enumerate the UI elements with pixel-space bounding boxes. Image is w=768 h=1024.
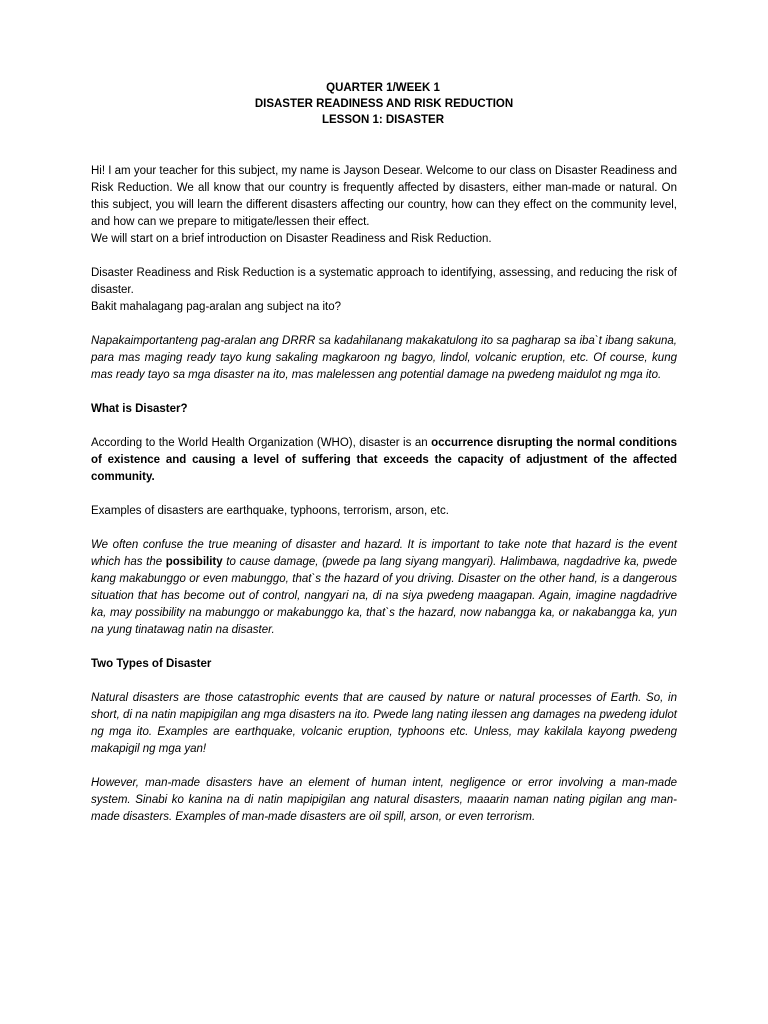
what-is-disaster-heading: What is Disaster? [91,403,188,415]
intro-followup-line: We will start on a brief introduction on Disaster Readiness and Risk Reduction. [91,233,492,245]
document-body [91,163,677,826]
hazard-paragraph [91,537,677,639]
definition-paragraph: Disaster Readiness and Risk Reduction is a systematic approach to identifying, assessing, and reducing the risk of disaster. [91,267,677,296]
spacer [91,758,677,775]
importance-paragraph: Napakaimportanteng pag-aralan ang DRRR sa kadahilanang makakatulong ito sa pagharap sa iba`t ibang sakuna, para mas maging ready tayo kung sakaling magkaroon ng bagyo, lindol, volcanic eruption, etc. Of course, kung mas ready tayo sa mga disaster na ito, mas malelessen ang potential damage na pwedeng maidulot ng mga ito. [91,335,677,381]
lesson-title: LESSON 1: DISASTER [321,114,445,126]
subject-title: DISASTER READINESS AND RISK REDUCTION [254,98,514,110]
who-definition-text: According to the World Health Organization (WHO), disaster is an [91,437,432,449]
two-types-heading: Two Types of Disaster [91,658,212,670]
spacer [91,520,677,537]
importance-question: Bakit mahalagang pag-aralan ang subject na ito? [91,301,341,313]
man-made-disasters-paragraph: However, man-made disasters have an element of human intent, negligence or error involving a man-made system. Sinabi ko kanina na di natin mapipigilan ang natural disasters, maaarin naman nating pigilan ang man-made disasters. Examples of man-made disasters are oil spill, arson, or even terrorism. [91,777,677,823]
spacer [91,248,677,265]
spacer [91,673,677,690]
intro-paragraph: Hi! I am your teacher for this subject, my name is Jayson Desear. Welcome to our class on Disaster Readiness and Risk Reduction. We all know that our country is frequently affected by disasters, either man-made or natural. On this subject, you will learn the different disasters affecting our country, how can they effect on the community level, and how can we prepare to mitigate/lessen their effect. [91,165,677,228]
spacer [91,418,677,435]
natural-disasters-paragraph: Natural disasters are those catastrophic events that are caused by nature or natural processes of Earth. So, in short, di na natin mapipigilan ang mga disasters na ito. Pwede lang nating ilessen ang damages na pwedeng idulot ng mga ito. Examples are earthquake, volcanic eruption, typhoons etc. Unless, may kakilala kayong pwedeng makapigil ng mga yan! [91,692,677,755]
disaster-examples: Examples of disasters are earthquake, typhoons, terrorism, arson, etc. [91,505,449,517]
quarter-week-title: QUARTER 1/WEEK 1 [326,82,440,94]
spacer [91,384,677,401]
hazard-text-end: to cause damage, (pwede pa lang siyang mangyari). Halimbawa, nagdadrive ka, pwede kang makabunggo or even mabunggo, that`s the hazard of you driving. Disaster on the other hand, is a dangerous situation that has become out of control, nangyari na, di na siya pwedeng maagapan. Again, imagine nagdadrive ka, may possibility na mabunggo or makabunggo ka, that`s the hazard, now nabangga ka, or nakabangga ka, yun na yung tinatawag natin na disaster. [91,556,678,636]
who-definition-bold: occurrence disrupting the normal conditions of existence and causing a level of suffering that exceeds the capacity of adjustment of the affected community. [91,437,677,483]
hazard-text-start: We often confuse the true meaning of disaster and hazard. It is important to take note that hazard is the event which has the [91,539,677,568]
spacer [91,639,677,656]
hazard-bold-word: possibility [165,556,223,568]
who-definition-paragraph [91,435,677,486]
spacer [91,316,677,333]
document-header [0,80,768,128]
spacer [91,486,677,503]
